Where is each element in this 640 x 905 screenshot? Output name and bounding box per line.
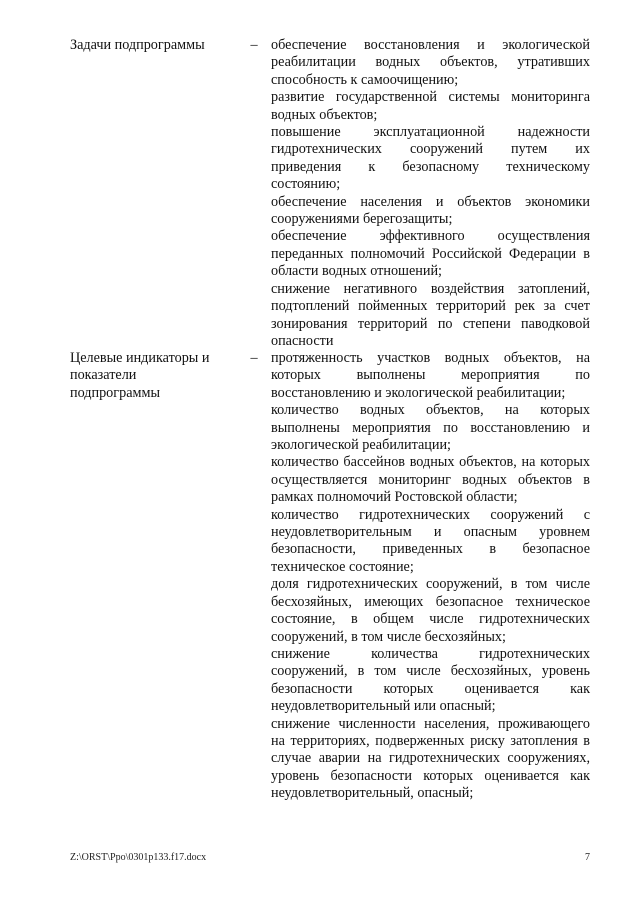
dash-separator: –: [250, 350, 258, 366]
list-item: снижение негативного воздействия затоплений, подтоплений пойменных территорий рек за счет зонирования территорий по степени паводковой опасности: [271, 280, 590, 349]
list-item: количество гидротехнических сооружений с неудовлетворительным и опасным уровнем безопасности, приведенных в безопасное техническое состояние;: [271, 506, 590, 575]
row-content-indicators: [271, 350, 590, 803]
row-label-tasks: [70, 37, 240, 54]
list-item: количество водных объектов, на которых выполнены мероприятия по восстановлению и экологической реабилитации;: [271, 402, 590, 454]
label-line: подпрограммы: [70, 384, 160, 401]
list-item: развитие государственной системы мониторинга водных объектов;: [271, 89, 590, 123]
list-item: повышение эксплуатационной надежности гидротехнических сооружений путем их приведения к безопасному техническому состоянию;: [271, 124, 590, 193]
list-item: обеспечение эффективного осуществления переданных полномочий Российской Федерации в области водных отношений;: [271, 228, 590, 280]
label-line: Задачи подпрограммы: [70, 37, 205, 53]
list-item: обеспечение восстановления и экологической реабилитации водных объектов, утративших способность к самоочищению;: [271, 37, 590, 88]
row-label-indicators: [70, 350, 240, 402]
footer-file-path: Z:\ORST\Ppo\0301p133.f17.docx: [70, 852, 207, 863]
list-item: количество бассейнов водных объектов, на которых осуществляется мониторинг водных объектов в рамках полномочий Ростовской области;: [271, 454, 590, 506]
list-item: протяженность участков водных объектов, на которых выполнены мероприятия по восстановлению и экологической реабилитации;: [271, 350, 590, 401]
page-number: 7: [585, 852, 590, 863]
label-line: Целевые индикаторы и: [70, 350, 210, 366]
row-content-tasks: [271, 37, 590, 350]
label-line: показатели: [70, 367, 137, 384]
dash-separator: –: [250, 37, 258, 53]
list-item: доля гидротехнических сооружений, в том числе бесхозяйных, имеющих безопасное техническое состояние, в общем числе гидротехнических сооружений, в том числе бесхозяйных;: [271, 576, 590, 645]
list-item: снижение численности населения, проживающего на территориях, подверженных риску затопления в случае аварии на гидротехнических сооружениях, уровень безопасности которых оценивается как неудовлетворительный, опасный;: [271, 715, 590, 802]
list-item: обеспечение населения и объектов экономики сооружениями берегозащиты;: [271, 193, 590, 228]
list-item: снижение количества гидротехнических сооружений, в том числе бесхозяйных, уровень безопасности которых оценивается как неудовлетворительный или опасный;: [271, 645, 590, 715]
